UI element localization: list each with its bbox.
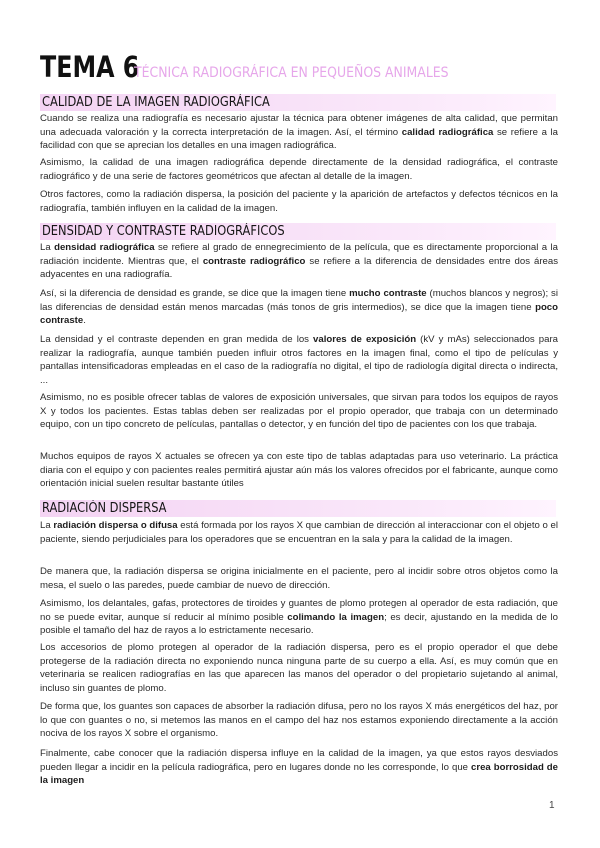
section-heading-text: CALIDAD DE LA IMAGEN RADIOGRÁFICA: [42, 95, 270, 110]
keyword: poco contraste: [40, 301, 558, 326]
paragraph: Asimismo, los delantales, gafas, protectores de tiroides y guantes de plomo protegen al operador de esta radiación, que no se puede evitar, aunque sí reducir al mínimo posible colimando la imagen; es decir, ajustando en la medida de lo posible el tamaño del haz de rayos a lo estrictamente necesario.: [40, 598, 558, 636]
section-heading-densidad: [40, 223, 556, 240]
paragraph: Cuando se realiza una radiografía es necesario ajustar la técnica para obtener imágenes de alta calidad, que permitan una adecuada valoración y la correcta interpretación de la imagen. Así, el término calidad radiográfica se refiere a la facilidad con que se aprecian los detalles en una imagen radiográfica.: [40, 113, 558, 151]
paragraph: De manera que, la radiación dispersa se origina inicialmente en el paciente, pero al incidir sobre otros objetos como la mesa, el suelo o las paredes, puede cambiar de nuevo de dirección.: [40, 566, 558, 591]
keyword: densidad radiográfica: [54, 242, 155, 253]
title-row: [40, 50, 570, 86]
section-heading-radiacion: [40, 500, 556, 517]
keyword: valores de exposición: [313, 334, 417, 345]
paragraph: Los accesorios de plomo protegen al operador de la radiación dispersa, pero es el propio operador el que debe protegerse de la radiación directa no exponiendo nunca ninguna parte de su cuerpo a ella. Así, es muy común que en veterinaria se realicen radiografías en las que aparecen las manos del operador o del propietario sujetando al animal, incluso sin guantes de plomo.: [40, 642, 558, 694]
keyword: calidad radiográfica: [401, 126, 494, 138]
page-number: 1: [549, 800, 555, 811]
paragraph: La densidad radiográfica se refiere al grado de ennegrecimiento de la película, que es directamente proporcional a la radiación incidente. Mientras que, el contraste radiográfico se refiere a la diferencia de densidades entre dos áreas adyacentes en una radiografía.: [40, 242, 558, 280]
keyword: colimando la imagen: [287, 611, 385, 623]
paragraph: Muchos equipos de rayos X actuales se ofrecen ya con este tipo de tablas adaptadas para uso veterinario. La práctica diaria con el equipo y con pacientes reales permitirá ajustar aún más los valores ofrecidos por el fabricante, aunque como orientación inicial suelen resultar bastante útiles: [40, 451, 558, 489]
section-heading-text: RADIACIÓN DISPERSA: [42, 501, 167, 516]
section-heading-text: DENSIDAD Y CONTRASTE RADIOGRÁFICOS: [42, 224, 285, 239]
paragraph: Asimismo, no es posible ofrecer tablas de valores de exposición universales, que sirvan para todos los equipos de rayos X y todos los pacientes. Estas tablas deben ser realizadas por el propio operador, que trabaja con un determinado equipo, con un tipo concreto de películas, pantallas o detector, y en función del tipo de pacientes con los que trabaja.: [40, 392, 558, 430]
keyword: crea borrosidad de la imagen: [40, 761, 559, 786]
keyword: mucho contraste: [349, 288, 427, 299]
topic-number: TEMA 6: [40, 50, 140, 84]
keyword: contraste radiográfico: [202, 255, 306, 267]
section-heading-calidad: [40, 94, 556, 111]
keyword: radiación dispersa o difusa: [53, 520, 178, 531]
paragraph: Asimismo, la calidad de una imagen radiográfica depende directamente de la densidad radiográfica, el contraste radiográfico y de una serie de factores geométricos que afectan al detalle de la imagen.: [40, 157, 558, 182]
paragraph: Finalmente, cabe conocer que la radiación dispersa influye en la calidad de la imagen, ya que estos rayos desviados pueden llegar a incidir en la película radiográfica, pero en lugares donde no les corresponde, lo que crea borrosidad de la imagen: [40, 748, 559, 786]
paragraph: De forma que, los guantes son capaces de absorber la radiación difusa, pero no los rayos X más energéticos del haz, por lo que con guantes o no, si metemos las manos en el campo del haz nos estamos exponiendo directamente a la acción nociva de los rayos X sobre el organismo.: [40, 701, 558, 739]
topic-subtitle: TÉCNICA RADIOGRÁFICA EN PEQUEÑOS ANIMALES: [134, 65, 449, 81]
paragraph: La densidad y el contraste dependen en gran medida de los valores de exposición (kV y mAs) seleccionados para realizar la radiografía, aunque también pueden influir otros factores en la imagen final, como el tipo de películas y pantallas intensificadoras empleadas en el caso de la radiografía no digital, el tipo de radiología digital directa o indirecta, ...: [40, 334, 558, 386]
paragraph: Así, si la diferencia de densidad es grande, se dice que la imagen tiene mucho contraste (muchos blancos y negros); si las diferencias de densidad están menos marcadas (más tonos de gris intermedios), se dice que la imagen tiene poco contraste.: [40, 288, 558, 326]
paragraph: Otros factores, como la radiación dispersa, la posición del paciente y la aparición de artefactos y defectos técnicos en la radiografía, también influyen en la calidad de la imagen.: [40, 189, 558, 214]
paragraph: La radiación dispersa o difusa está formada por los rayos X que cambian de dirección al interaccionar con el objeto o el paciente, siendo perjudiciales para los operadores que se encuentran en la sala y para la calidad de la imagen.: [40, 520, 558, 545]
